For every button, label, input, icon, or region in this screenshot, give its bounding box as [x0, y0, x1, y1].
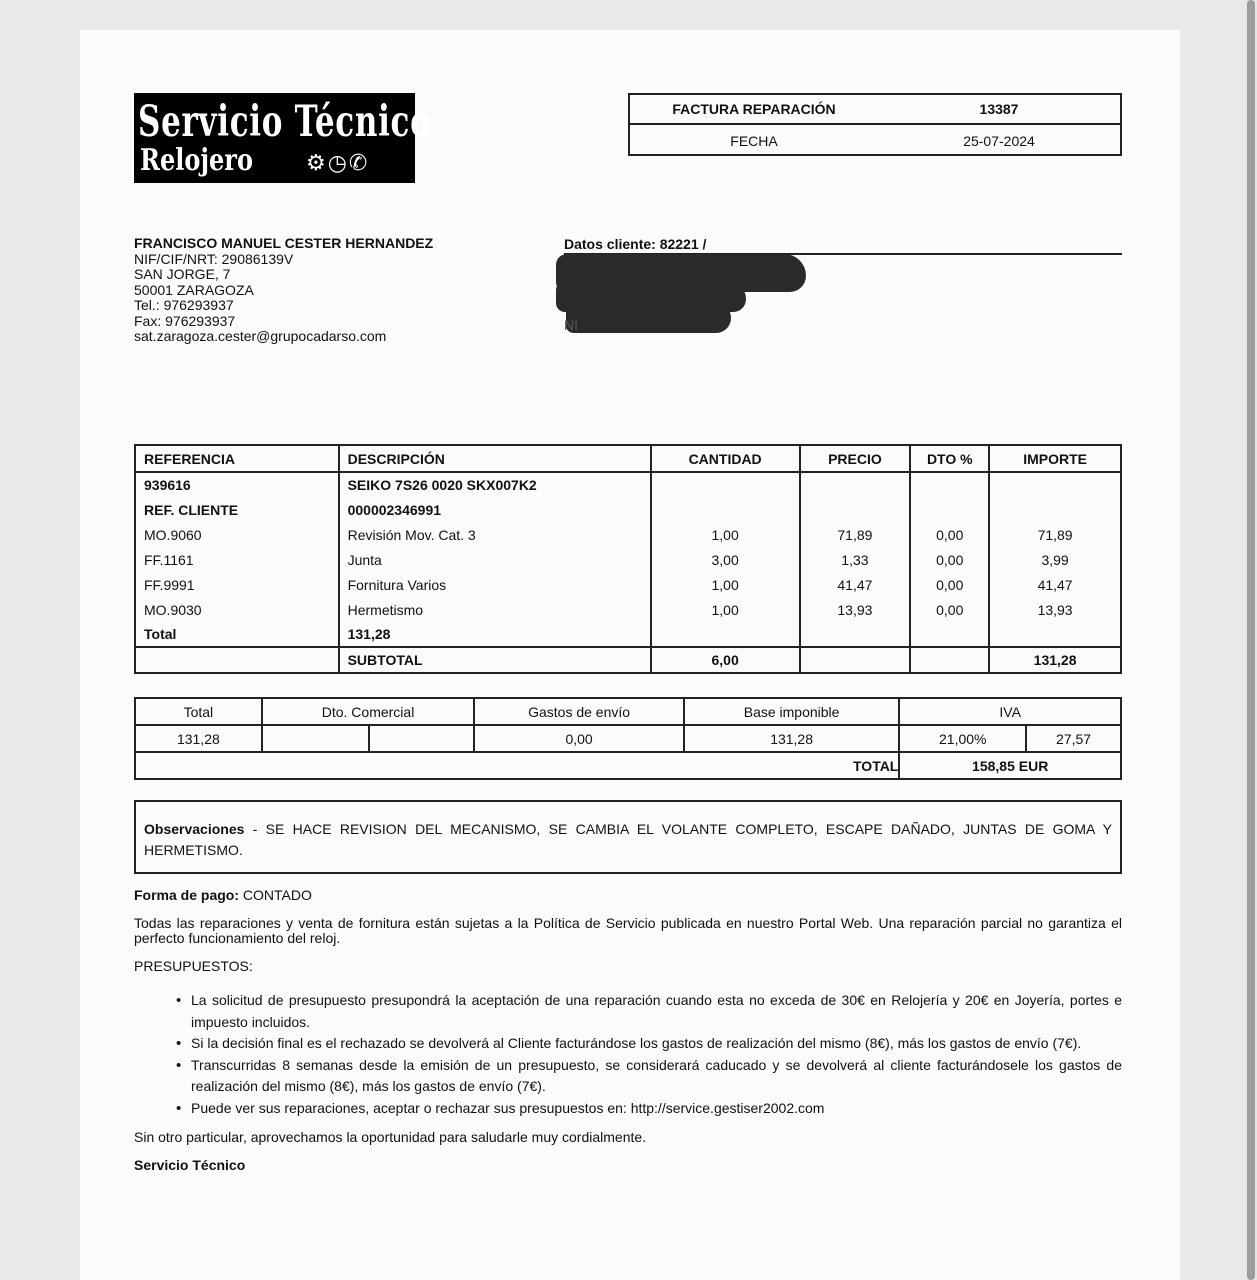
redaction-mark [566, 300, 731, 333]
issuer-tel: Tel.: 976293937 [134, 297, 234, 313]
item-desc: SEIKO 7S26 0020 SKX007K2 [339, 472, 651, 497]
issuer-fax: Fax: 976293937 [134, 312, 236, 329]
logo-line2: Relojero [140, 143, 253, 178]
item-desc: Revisión Mov. Cat. 3 [339, 522, 651, 547]
item-amount: 41,47 [989, 572, 1121, 597]
totals-value-envio: 0,00 [474, 725, 684, 752]
subtotal-qty: 6,00 [651, 647, 800, 673]
totals-value-dto-b [369, 725, 475, 752]
table-row [135, 597, 1121, 622]
totals-value-iva-amount: 27,57 [1026, 725, 1121, 752]
items-total-label: Total [135, 622, 339, 647]
observations-box [134, 800, 1122, 874]
invoice-number: 13387 [979, 101, 1019, 117]
item-price: 1,33 [800, 547, 911, 572]
item-desc: Junta [339, 547, 651, 572]
subtotal-label: SUBTOTAL [339, 647, 651, 673]
item-qty: 1,00 [651, 597, 800, 622]
item-amount: 3,99 [989, 547, 1121, 572]
item-price: 13,93 [800, 597, 911, 622]
totals-header-dto: Dto. Comercial [262, 698, 475, 725]
table-row [135, 572, 1121, 597]
issuer-email: sat.zaragoza.cester@grupocadarso.com [134, 328, 387, 344]
table-row [135, 547, 1121, 572]
totals-value-base: 131,28 [684, 725, 900, 752]
totals-value-dto-a [262, 725, 369, 752]
subtotal-row [135, 647, 1121, 673]
observations-text: - SE HACE REVISION DEL MECANISMO, SE CAMBIA EL VOLANTE COMPLETO, ESCAPE DAÑADO, JUNTAS DE GOMA Y HERMETISMO. [144, 821, 1112, 858]
item-qty: 1,00 [651, 522, 800, 547]
issuer-block [134, 236, 433, 345]
scrollbar[interactable] [1245, 0, 1257, 1280]
item-ref: FF.1161 [135, 547, 339, 572]
table-row [135, 497, 1121, 522]
items-table [134, 444, 1122, 674]
service-policy-text: Todas las reparaciones y venta de fornitura están sujetas a la Política de Servicio publicada en nuestro Portal Web. Una reparación parcial no garantiza el perfecto funcionamiento del reloj. [134, 915, 1122, 946]
list-item: • Puede ver sus reparaciones, aceptar o rechazar sus presupuestos en: http://service.gestiser2002.com [176, 1098, 1122, 1120]
col-header-desc: DESCRIPCIÓN [339, 445, 651, 472]
totals-header-envio: Gastos de envío [474, 698, 684, 725]
list-item: • Transcurridas 8 semanas desde la emisión de un presupuesto, se considerará caducado y se devolverá al cliente facturándosele los gastos de realización del mismo (8€), más los gastos de envío (7€). [176, 1055, 1122, 1098]
col-header-dto: DTO % [910, 445, 989, 472]
item-desc: Hermetismo [339, 597, 651, 622]
totals-header-row [135, 698, 1121, 725]
item-ref: MO.9030 [135, 597, 339, 622]
invoice-label: FACTURA REPARACIÓN [672, 101, 836, 117]
invoice-date-row [630, 126, 1120, 156]
item-amount: 13,93 [989, 597, 1121, 622]
item-desc: Fornitura Varios [339, 572, 651, 597]
table-row [135, 622, 1121, 647]
item-qty: 3,00 [651, 547, 800, 572]
signature: Servicio Técnico [134, 1157, 246, 1173]
date-label: FECHA [730, 133, 778, 149]
grand-total-row [135, 752, 1121, 779]
item-ref: 939616 [135, 472, 339, 497]
item-dto: 0,00 [910, 572, 989, 597]
budgets-title: PRESUPUESTOS: [134, 958, 253, 974]
item-dto: 0,00 [910, 597, 989, 622]
totals-value-total: 131,28 [135, 725, 262, 752]
items-header-row [135, 445, 1121, 472]
invoice-number-row [630, 95, 1120, 125]
list-item: • Si la decisión final es el rechazado se devolverá al Cliente facturándose los gastos de realización del mismo (8€), más los gastos de envío (7€). [176, 1033, 1122, 1055]
item-price: 41,47 [800, 572, 911, 597]
totals-value-iva-pct: 21,00% [899, 725, 1026, 752]
invoice-header-box [628, 93, 1122, 156]
payment-label: Forma de pago: [134, 887, 240, 903]
col-header-ref: REFERENCIA [135, 445, 339, 472]
col-header-price: PRECIO [800, 445, 911, 472]
grand-total-label: TOTAL [135, 752, 899, 779]
item-desc: 000002346991 [339, 497, 651, 522]
col-header-qty: CANTIDAD [651, 445, 800, 472]
client-nif-fragment: NI [564, 317, 578, 333]
issuer-address: SAN JORGE, 7 [134, 266, 231, 282]
items-total-value: 131,28 [339, 622, 651, 647]
totals-header-total: Total [135, 698, 262, 725]
company-logo [134, 93, 432, 183]
totals-header-base: Base imponible [684, 698, 900, 725]
budgets-list [176, 990, 1122, 1119]
item-ref: FF.9991 [135, 572, 339, 597]
col-header-amount: IMPORTE [989, 445, 1121, 472]
item-ref: REF. CLIENTE [135, 497, 339, 522]
issuer-nif: NIF/CIF/NRT: 29086139V [134, 250, 294, 267]
observations-label: Observaciones [144, 821, 245, 837]
payment-method [134, 887, 312, 903]
item-amount: 71,89 [989, 522, 1121, 547]
table-row [135, 522, 1121, 547]
totals-table [134, 697, 1122, 780]
grand-total-value: 158,85 EUR [899, 752, 1121, 779]
subtotal-amount: 131,28 [989, 647, 1121, 673]
issuer-name: FRANCISCO MANUEL CESTER HERNANDEZ [134, 235, 434, 251]
issuer-city: 50001 ZARAGOZA [134, 281, 254, 298]
totals-values-row [135, 725, 1121, 752]
closing-text: Sin otro particular, aprovechamos la oportunidad para saludarle muy cordialmente. [134, 1129, 647, 1145]
payment-value: CONTADO [239, 887, 312, 903]
client-data-label: Datos cliente: 82221 / [564, 236, 707, 252]
gear-clock-phone-icon: ⚙◷✆ [306, 151, 370, 176]
item-qty: 1,00 [651, 572, 800, 597]
item-price: 71,89 [800, 522, 911, 547]
scrollbar-thumb[interactable] [1247, 0, 1255, 1280]
table-row [135, 472, 1121, 497]
totals-header-iva: IVA [899, 698, 1121, 725]
item-ref: MO.9060 [135, 522, 339, 547]
item-dto: 0,00 [910, 547, 989, 572]
logo-line1: Servicio Técnico [138, 97, 432, 147]
list-item: • La solicitud de presupuesto presupondrá la aceptación de una reparación cuando esta no exceda de 30€ en Relojería y 20€ en Joyería, portes e impuesto incluidos. [176, 990, 1122, 1033]
invoice-date: 25-07-2024 [963, 133, 1035, 149]
item-dto: 0,00 [910, 522, 989, 547]
